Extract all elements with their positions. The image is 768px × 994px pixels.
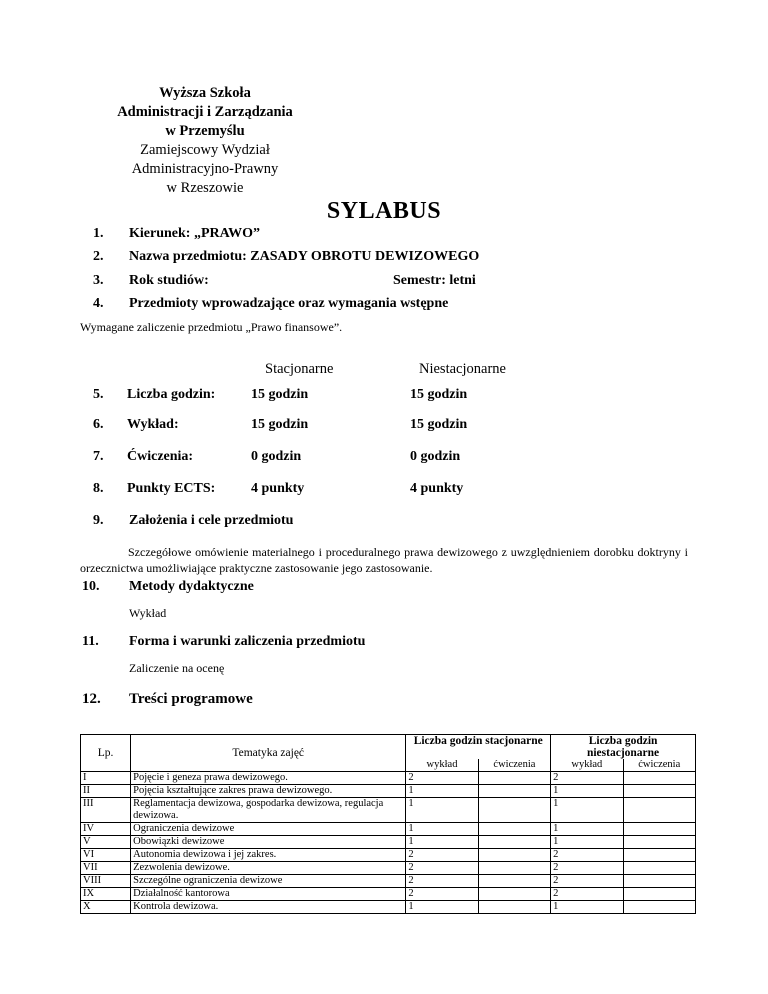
- col-header-lp: Lp.: [81, 735, 131, 772]
- row-stat-wyklad: 1: [406, 836, 478, 849]
- document-title: SYLABUS: [326, 198, 442, 224]
- row-niestat-wyklad: 1: [551, 798, 623, 823]
- row-niestat-cwiczenia: [623, 798, 695, 823]
- col-header-topic: Tematyka zajęć: [131, 735, 406, 772]
- row-topic: Obowiązki dewizowe: [131, 836, 406, 849]
- row-niestat-wyklad: 2: [551, 862, 623, 875]
- table-row: [81, 785, 696, 798]
- row-topic: Pojęcia kształtujące zakres prawa dewizowego.: [131, 785, 406, 798]
- hours-row-label: Liczba godzin:: [127, 387, 216, 402]
- row-stat-wyklad: 1: [406, 798, 478, 823]
- item-2-number: 2.: [93, 249, 104, 264]
- table-row: [81, 888, 696, 901]
- row-lp: II: [81, 785, 131, 798]
- row-lp: VI: [81, 849, 131, 862]
- item-11-body: Zaliczenie na ocenę: [129, 661, 225, 675]
- table-row: [81, 862, 696, 875]
- row-niestat-cwiczenia: [623, 836, 695, 849]
- item-12-number: 12.: [82, 691, 101, 707]
- row-niestat-wyklad: 2: [551, 888, 623, 901]
- row-lp: VII: [81, 862, 131, 875]
- row-niestat-wyklad: 1: [551, 901, 623, 914]
- row-niestat-wyklad: 1: [551, 785, 623, 798]
- header-line-5: Administracyjno-Prawny: [131, 161, 279, 177]
- hours-row-niestacjonarne: 4 punkty: [410, 481, 464, 496]
- row-lp: X: [81, 901, 131, 914]
- row-niestat-wyklad: 2: [551, 849, 623, 862]
- item-9-label: Założenia i cele przedmiotu: [129, 513, 294, 528]
- semester-label: Semestr: letni: [393, 273, 476, 288]
- row-stat-wyklad: 1: [406, 823, 478, 836]
- row-niestat-cwiczenia: [623, 849, 695, 862]
- hours-row-niestacjonarne: 0 godzin: [410, 449, 461, 464]
- item-12-label: Treści programowe: [129, 691, 253, 707]
- row-topic: Reglamentacja dewizowa, gospodarka dewizowa, regulacja dewizowa.: [131, 798, 406, 823]
- table-row: [81, 901, 696, 914]
- row-niestat-cwiczenia: [623, 901, 695, 914]
- row-lp: VIII: [81, 875, 131, 888]
- row-niestat-cwiczenia: [623, 888, 695, 901]
- hours-row-number: 7.: [93, 449, 104, 464]
- col-header-wyklad: wykład: [551, 759, 623, 772]
- row-stat-wyklad: 2: [406, 875, 478, 888]
- header-line-6: w Rzeszowie: [166, 180, 244, 196]
- row-stat-wyklad: 2: [406, 772, 478, 785]
- row-niestat-cwiczenia: [623, 875, 695, 888]
- table-row: [81, 849, 696, 862]
- hours-row-label: Punkty ECTS:: [127, 481, 216, 496]
- hours-row-number: 6.: [93, 417, 104, 432]
- program-table: [80, 734, 696, 914]
- item-10-number: 10.: [82, 579, 100, 594]
- header-line-3: w Przemyślu: [165, 123, 245, 139]
- item-1-number: 1.: [93, 226, 104, 241]
- item-10-body: Wykład: [129, 606, 167, 620]
- row-topic: Działalność kantorowa: [131, 888, 406, 901]
- item-11-label: Forma i warunki zaliczenia przedmiotu: [129, 634, 366, 649]
- row-niestat-cwiczenia: [623, 785, 695, 798]
- item-4-number: 4.: [93, 296, 104, 311]
- row-stat-wyklad: 2: [406, 862, 478, 875]
- row-topic: Zezwolenia dewizowe.: [131, 862, 406, 875]
- col-header-cwiczenia: ćwiczenia: [478, 759, 550, 772]
- row-topic: Ograniczenia dewizowe: [131, 823, 406, 836]
- row-lp: III: [81, 798, 131, 823]
- row-stat-wyklad: 1: [406, 901, 478, 914]
- row-stat-cwiczenia: [478, 849, 550, 862]
- hours-row-niestacjonarne: 15 godzin: [410, 417, 468, 432]
- item-3-label: Rok studiów:: [129, 273, 209, 288]
- row-stat-cwiczenia: [478, 836, 550, 849]
- header-line-4: Zamiejscowy Wydział: [140, 142, 270, 158]
- row-stat-cwiczenia: [478, 785, 550, 798]
- hours-row-niestacjonarne: 15 godzin: [410, 387, 468, 402]
- item-4-body: Wymagane zaliczenie przedmiotu „Prawo finansowe”.: [80, 320, 343, 334]
- row-niestat-wyklad: 2: [551, 875, 623, 888]
- row-stat-wyklad: 2: [406, 888, 478, 901]
- hours-col-stacjonarne: Stacjonarne: [265, 361, 334, 377]
- col-header-wyklad: wykład: [406, 759, 478, 772]
- table-row: [81, 875, 696, 888]
- item-9-body: Szczegółowe omówienie materialnego i proceduralnego prawa dewizowego z uwzględnieniem dorobku doktryny i orzecznictwa umożliwiające praktyczne zastosowanie jego zastosowanie.: [80, 545, 688, 575]
- row-stat-wyklad: 2: [406, 849, 478, 862]
- hours-row-label: Ćwiczenia:: [127, 449, 194, 464]
- hours-row-stacjonarne: 15 godzin: [251, 387, 309, 402]
- row-niestat-cwiczenia: [623, 862, 695, 875]
- institution-header: [80, 84, 330, 198]
- row-stat-cwiczenia: [478, 823, 550, 836]
- hours-row-stacjonarne: 0 godzin: [251, 449, 302, 464]
- row-stat-cwiczenia: [478, 901, 550, 914]
- table-row: [81, 836, 696, 849]
- header-line-1: Wyższa Szkoła: [159, 85, 251, 101]
- table-row: [81, 823, 696, 836]
- hours-row-label: Wykład:: [127, 417, 179, 432]
- hours-row-stacjonarne: 4 punkty: [251, 481, 305, 496]
- item-4-label: Przedmioty wprowadzające oraz wymagania wstępne: [129, 296, 449, 311]
- row-stat-cwiczenia: [478, 888, 550, 901]
- row-stat-wyklad: 1: [406, 785, 478, 798]
- row-topic: Autonomia dewizowa i jej zakres.: [131, 849, 406, 862]
- hours-col-niestacjonarne: Niestacjonarne: [419, 361, 506, 377]
- row-topic: Szczególne ograniczenia dewizowe: [131, 875, 406, 888]
- col-header-niestacjonarne: Liczba godzin niestacjonarne: [551, 735, 696, 760]
- item-2-label: Nazwa przedmiotu: ZASADY OBROTU DEWIZOWEGO: [129, 249, 480, 264]
- row-niestat-wyklad: 1: [551, 823, 623, 836]
- row-lp: IX: [81, 888, 131, 901]
- row-topic: Pojęcie i geneza prawa dewizowego.: [131, 772, 406, 785]
- row-lp: IV: [81, 823, 131, 836]
- row-niestat-cwiczenia: [623, 772, 695, 785]
- item-10-label: Metody dydaktyczne: [129, 579, 254, 594]
- table-row: [81, 798, 696, 823]
- table-row: [81, 772, 696, 785]
- hours-row-stacjonarne: 15 godzin: [251, 417, 309, 432]
- row-stat-cwiczenia: [478, 875, 550, 888]
- row-lp: V: [81, 836, 131, 849]
- row-niestat-wyklad: 1: [551, 836, 623, 849]
- item-9-number: 9.: [93, 513, 104, 528]
- hours-row-number: 8.: [93, 481, 104, 496]
- row-topic: Kontrola dewizowa.: [131, 901, 406, 914]
- col-header-cwiczenia: ćwiczenia: [623, 759, 695, 772]
- item-11-number: 11.: [82, 634, 99, 649]
- row-stat-cwiczenia: [478, 772, 550, 785]
- row-niestat-cwiczenia: [623, 823, 695, 836]
- hours-row-number: 5.: [93, 387, 104, 402]
- row-stat-cwiczenia: [478, 798, 550, 823]
- row-niestat-wyklad: 2: [551, 772, 623, 785]
- header-line-2: Administracji i Zarządzania: [117, 104, 293, 120]
- row-stat-cwiczenia: [478, 862, 550, 875]
- col-header-stacjonarne: Liczba godzin stacjonarne: [406, 735, 551, 760]
- item-3-number: 3.: [93, 273, 104, 288]
- row-lp: I: [81, 772, 131, 785]
- item-1-label: Kierunek: „PRAWO”: [129, 226, 261, 241]
